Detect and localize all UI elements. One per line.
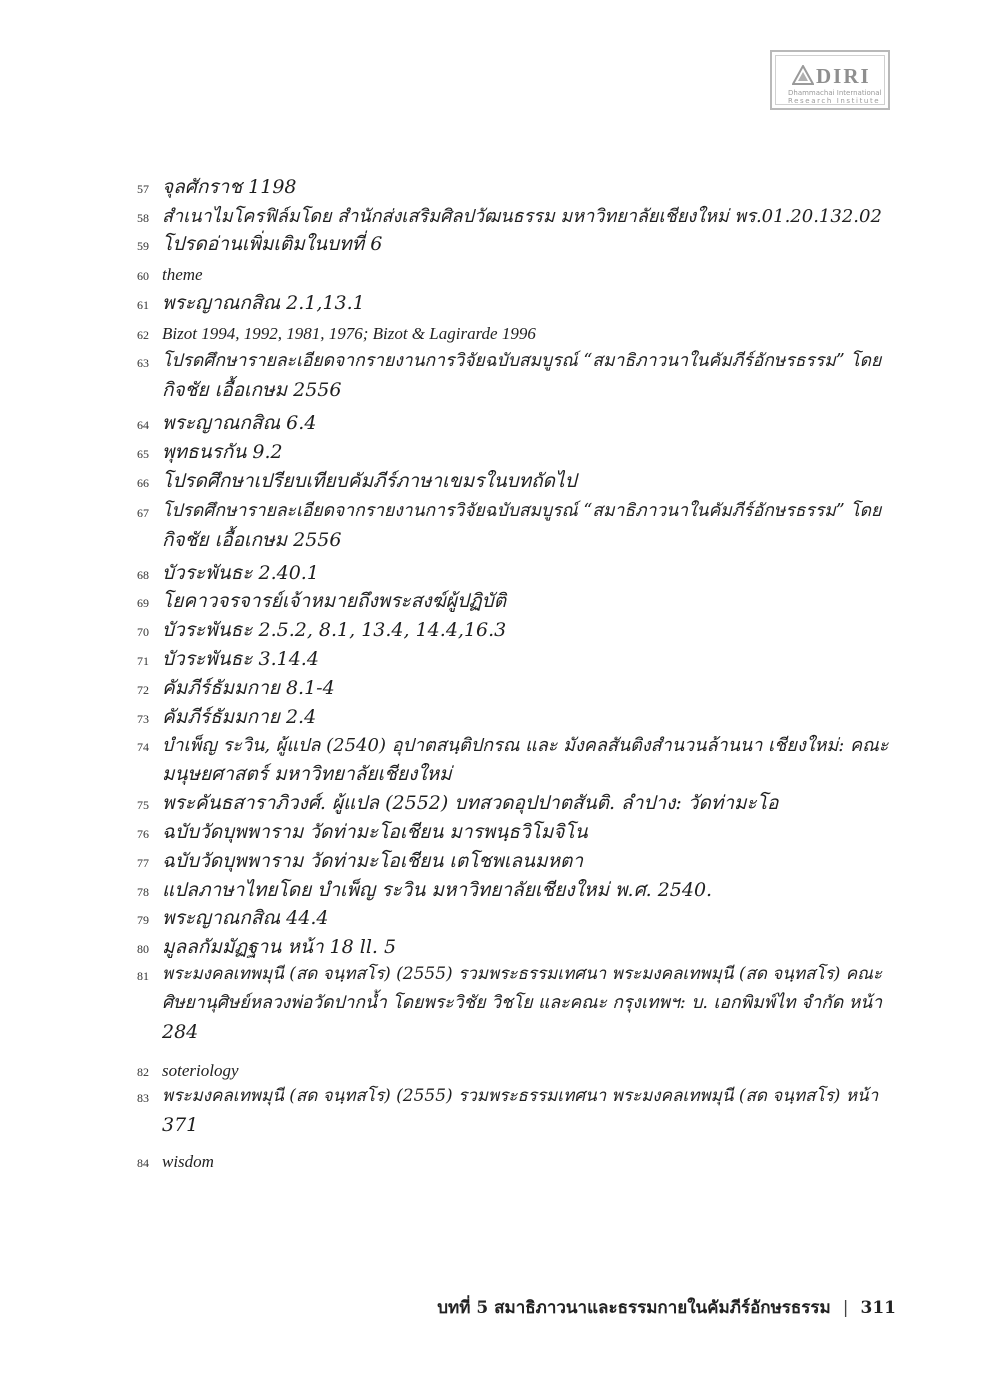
page-footer: [300, 1294, 896, 1321]
footnote-text: ฉบับวัดบุพพาราม วัดท่ามะโอเชียน เตโชพเลนมหตา: [162, 850, 584, 872]
footnote-number: 80: [137, 942, 149, 956]
footnote-number: 72: [137, 683, 149, 697]
footnote-number: 73: [137, 712, 149, 726]
footnote-text: ฉบับวัดบุพพาราม วัดท่ามะโอเชียน มารพนฺธวิโมจิโน: [162, 821, 588, 843]
footnote-text: กิจชัย เอื้อเกษม 2556: [162, 379, 342, 401]
footnote-text: พระญาณกสิณ 2.1,13.1: [162, 292, 365, 314]
footnote-number: 59: [137, 239, 149, 253]
footnote-text: มูลลกัมมัฏฐาน หน้า 18 ll. 5: [162, 936, 397, 958]
footnote-text: พระคันธสาราภิวงศ์. ผู้แปล (2552) บทสวดอุปปาตสันติ. ลำปาง: วัดท่ามะโอ: [162, 792, 779, 814]
footnote-number: 68: [137, 568, 149, 582]
footnote-text: 371: [162, 1114, 199, 1136]
footnote-text: โปรดศึกษารายละเอียดจากรายงานการวิจัยฉบับสมบูรณ์ “สมาธิภาวนาในคัมภีร์อักษรธรรม” โดย: [162, 351, 882, 371]
footnote-text: จุลศักราช 1198: [162, 176, 297, 198]
footnote-number: 74: [137, 740, 149, 754]
footnote-text: คัมภีร์ธัมมกาย 2.4: [162, 706, 317, 728]
chapter-title: บทที่ 5 สมาธิภาวนาและธรรมกายในคัมภีร์อักษรธรรม: [437, 1298, 831, 1318]
footnote-text: โปรดศึกษาเปรียบเทียบคัมภีร์ภาษาเขมรในบทถัดไป: [162, 470, 577, 492]
footnote-number: 66: [137, 476, 149, 490]
footnote-number: 62: [137, 328, 149, 342]
page-number: 311: [860, 1298, 896, 1318]
triangle-emblem-icon: [792, 65, 814, 85]
footnote-number: 83: [137, 1091, 149, 1105]
footnote-text: พระญาณกสิณ 44.4: [162, 907, 329, 929]
diri-logo: [770, 50, 890, 110]
logo-word: DIRI: [816, 64, 871, 88]
footnote-text: Bizot 1994, 1992, 1981, 1976; Bizot & Lagirarde 1996: [162, 324, 536, 343]
footer-separator: |: [842, 1298, 849, 1318]
footnote-number: 70: [137, 625, 149, 639]
footnote-number: 64: [137, 418, 149, 432]
footnote-text: 284: [162, 1021, 199, 1043]
footnote-number: 79: [137, 913, 149, 927]
footnote-number: 58: [137, 211, 149, 225]
footnote-text: บำเพ็ญ ระวิน, ผู้แปล (2540) อุปาตสนฺติปกรณ และ มังคลสันติงสำนวนล้านนา เชียงใหม่: คณะ: [162, 735, 889, 756]
footnote-number: 78: [137, 885, 149, 899]
footnote-number: 61: [137, 298, 149, 312]
footnote-text: พระมงคลเทพมุนี (สด จนฺทสโร) (2555) รวมพระธรรมเทศนา พระมงคลเทพมุนี (สด จนฺทสโร) หน้า: [162, 1086, 879, 1106]
footnote-number: 71: [137, 654, 149, 668]
footnote-number: 82: [137, 1065, 149, 1079]
footnote-number: 67: [137, 506, 149, 520]
footnote-text: บัวระพันธะ 2.5.2, 8.1, 13.4, 14.4,16.3: [162, 619, 507, 641]
footnote-number: 60: [137, 269, 149, 283]
footnote-number: 76: [137, 827, 149, 841]
footnote-text: โปรดอ่านเพิ่มเติมในบทที่ 6: [162, 233, 383, 255]
footnote-text: แปลภาษาไทยโดย บำเพ็ญ ระวิน มหาวิทยาลัยเชียงใหม่ พ.ศ. 2540.: [162, 879, 713, 901]
footnote-number: 57: [137, 182, 149, 196]
footnote-text: กิจชัย เอื้อเกษม 2556: [162, 529, 342, 551]
footnote-number: 65: [137, 447, 149, 461]
footnote-text: โปรดศึกษารายละเอียดจากรายงานการวิจัยฉบับสมบูรณ์ “สมาธิภาวนาในคัมภีร์อักษรธรรม” โดย: [162, 501, 882, 521]
footnote-text: wisdom: [162, 1152, 214, 1171]
footnote-text: พุทธนรกัน 9.2: [162, 441, 283, 463]
logo-frame: [775, 55, 885, 105]
logo-subtitle-1: Dhammachai International: [788, 89, 882, 97]
footnote-number: 75: [137, 798, 149, 812]
footnote-text: พระมงคลเทพมุนี (สด จนฺทสโร) (2555) รวมพระธรรมเทศนา พระมงคลเทพมุนี (สด จนฺทสโร) คณะ: [162, 964, 883, 984]
footnote-number: 69: [137, 596, 149, 610]
footnote-text: พระญาณกสิณ 6.4: [162, 412, 317, 434]
footnote-number: 77: [137, 856, 149, 870]
footnote-text: สำเนาไมโครฟิล์มโดย สำนักส่งเสริมศิลปวัฒนธรรม มหาวิทยาลัยเชียงใหม่ พร.01.20.132.02: [162, 206, 882, 227]
footnote-text: คัมภีร์ธัมมกาย 8.1-4: [162, 677, 335, 699]
footnote-text: ศิษยานุศิษย์หลวงพ่อวัดปากน้ำ โดยพระวิชัย วิชโย และคณะ กรุงเทพฯ: บ. เอกพิมพ์ไท จำกัด หน้า: [162, 993, 883, 1013]
footnote-text: บัวระพันธะ 2.40.1: [162, 562, 319, 584]
footnote-text: บัวระพันธะ 3.14.4: [162, 648, 319, 670]
footnote-number: 63: [137, 356, 149, 370]
footnote-text: theme: [162, 265, 203, 284]
logo-subtitle-2: Research Institute: [788, 97, 881, 105]
footnote-text: soteriology: [162, 1061, 239, 1080]
footnote-number: 84: [137, 1156, 149, 1170]
footnote-text: มนุษยศาสตร์ มหาวิทยาลัยเชียงใหม่: [162, 763, 452, 785]
footnote-number: 81: [137, 969, 149, 983]
footnote-text: โยคาวจรจารย์เจ้าหมายถึงพระสงฆ์ผู้ปฏิบัติ: [162, 590, 507, 612]
